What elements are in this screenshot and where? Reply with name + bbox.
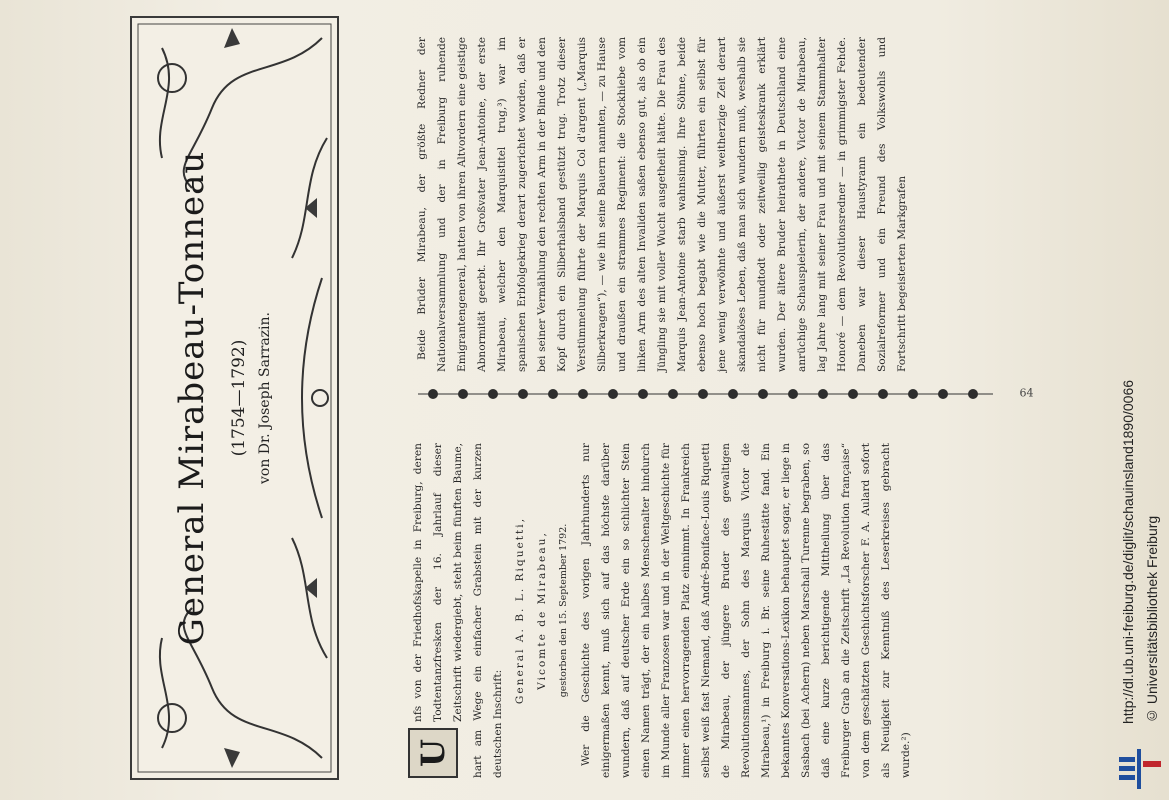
- page-number: 64: [1019, 386, 1034, 400]
- inscription-line-1: General A. B. L. Riquetti,: [514, 516, 526, 705]
- inscription-line-2: Vicomte de Mirabeau,: [536, 531, 548, 690]
- article-dates: (1754—1792): [229, 339, 249, 457]
- library-logo-icon: [1117, 747, 1163, 791]
- right-paragraph-1: Beide Brüder Mirabeau, der größte Redner der Nationalversammlung und der in Freiburg ruhende Emigrantengeneral, hatten von ihren Altvordern eine geistige Abnormität geerbt. Ihr Großvater Jean-Antoine, der erste Mirabeau, welcher den Marquistitel trug,³) war im spanischen Erbfolgekrieg derart zugerichtet worden, daß er bei seiner Vermählung den rechten Arm in der Binde und den Kopf durch ein Silberhalsband gestützt trug. Trotz dieser Verstümmelung führte der Marquis Col d'argent („Marquis Silberkragen“), — wie ihn seine Bauern nannten, — zu Hause und draußen ein strammes Regiment: die Stockhiebe vom linken Arm des alten Invaliden saßen ebenso gut, als ob ein Jüngling sie mit voller Wucht ausgetheilt hätte. Die Frau des Marquis Jean-Antoine starb wahnsinnig. Ihre Söhne, beide ebenso hoch begabt wie die Mutter, führten ein selbst für jene wenig verwöhnte und äußerst weitherzige Zeit derart skandalöses Leben, daß man sich wundern muß, weshalb sie nicht für mundtodt oder zeitweilig geisteskrank erklärt wurden. Der ältere Bruder heirathete in Deutschland eine anrüchige Schauspielerin, der andere, Victor de Mirabeau, lag Jahre lang mit seiner Frau und mit seinem Stammhalter Honoré — dem Revolutionsredner — in grimmigster Fehde. Daneben war dieser Haustyrann ein bedeutender Sozialreformer und ein Freund des Volkswohls und Fortschritt begeisterten Markgrafen: [416, 37, 908, 372]
- inscription-line-3: gestorben den 15. September 1792.: [558, 523, 569, 698]
- title-ornament-frame: [130, 16, 339, 780]
- left-paragraph-1: nfs von der Friedhofskapelle in Freiburg, deren Todtentanzfresken der 16. Jahrlauf dieser Zeitschrift wiedergiebt, steht beim fünften Baume, hart am Wege ein einfacher Grabstein mit der kurzen deutschen Inschrift:: [412, 443, 504, 778]
- article-title: General Mirabeau-Tonneau: [172, 150, 212, 646]
- article-author: von Dr. Joseph Sarrazin.: [257, 312, 273, 485]
- copyright-notice: © Universitätsbibliothek Freiburg: [1144, 515, 1160, 724]
- source-url[interactable]: http://dl.ub.uni-freiburg.de/diglit/schauinsland1890/0066: [1120, 379, 1136, 724]
- column-divider-ornament: [418, 383, 993, 405]
- left-paragraph-2: Wer die Geschichte des vorigen Jahrhunderts nur einigermaßen kennt, muß sich auf das höchste darüber wundern, daß auf deutscher Erde ein so schlichter Stein einen Namen trägt, der ein halbes Menschenalter hindurch im Munde aller Franzosen war und in der Weltgeschichte für immer einen hervorragenden Platz einnimmt. In Frankreich selbst weiß fast Niemand, daß André-Boniface-Louis Riquetti de Mirabeau, der jüngere Bruder des gewaltigen Revolutionsmannes, der Sohn des Marquis Victor de Mirabeau,¹) in Freiburg i. Br. seine Ruhestätte fand. Ein bekanntes Konversations-Lexikon behauptet sogar, er liege in Sasbach (bei Achern) neben Marschall Turenne begraben, so daß eine kurze berichtigende Mittheilung über das Freiburger Grab an die Zeitschrift „La Revolution française“ von dem geschätzten Geschichtsforscher F. A. Aulard sofort als Neuigkeit zur Kenntniß des Leserkreises gebracht wurde.²): [580, 443, 912, 778]
- left-text-column: [408, 443, 998, 778]
- dropcap-letter: U: [408, 728, 458, 778]
- right-text-column: [412, 37, 1002, 372]
